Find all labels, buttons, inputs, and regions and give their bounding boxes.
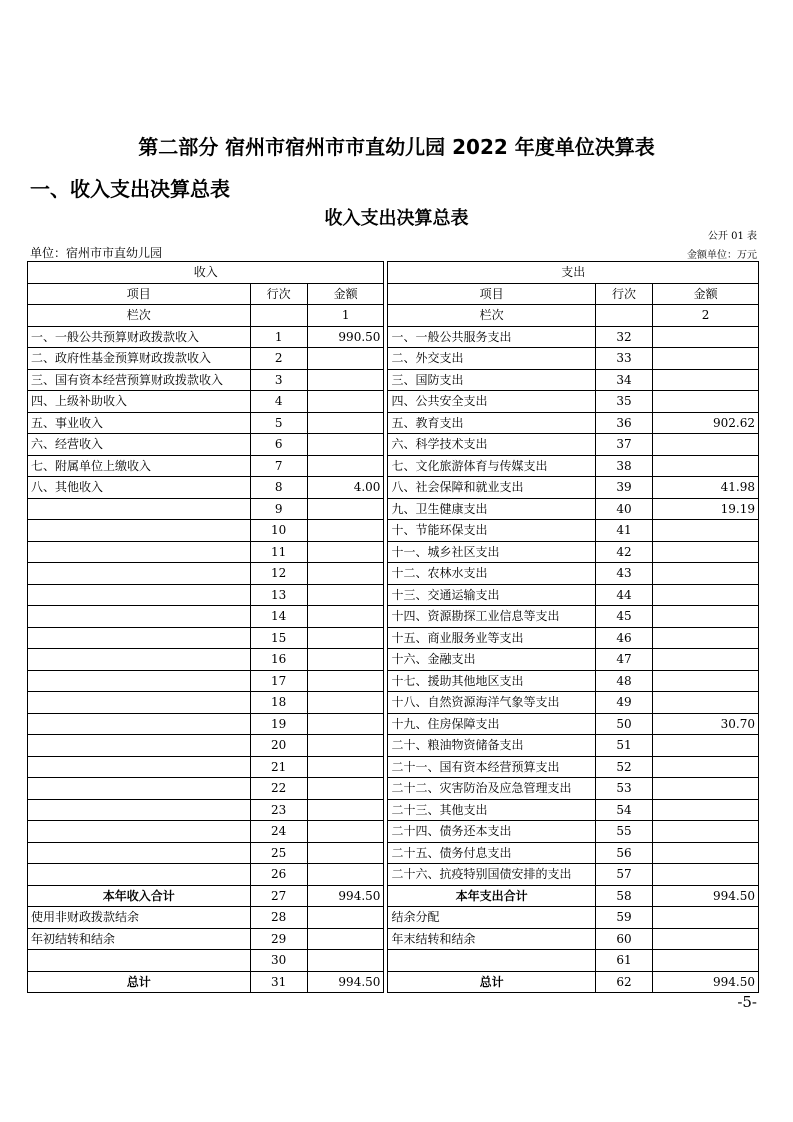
income-line-cell: 9 [250, 498, 307, 520]
expense-column-label: 栏次 [388, 305, 595, 327]
expense-amount-cell: 902.62 [653, 412, 759, 434]
income-amount-cell [307, 778, 384, 800]
expense-amount-cell [653, 821, 759, 843]
expense-amount-cell [653, 735, 759, 757]
income-line-cell: 13 [250, 584, 307, 606]
expense-column-number: 2 [653, 305, 759, 327]
table-row [28, 434, 759, 456]
expense-amount-cell [653, 670, 759, 692]
expense-line-cell: 54 [595, 799, 652, 821]
part-title: 第二部分 宿州市宿州市市直幼儿园 2022 年度单位决算表 [138, 135, 655, 159]
expense-line-cell: 61 [595, 950, 652, 972]
expense-item-cell: 十七、援助其他地区支出 [388, 670, 595, 692]
income-item-cell: 六、经营收入 [28, 434, 251, 456]
expense-amount-cell [653, 907, 759, 929]
income-line-cell: 25 [250, 842, 307, 864]
income-amount-cell [307, 692, 384, 714]
income-amount-cell [307, 369, 384, 391]
expense-amount-cell [653, 778, 759, 800]
expense-item-cell: 十八、自然资源海洋气象等支出 [388, 692, 595, 714]
income-line-cell: 11 [250, 541, 307, 563]
income-amount-cell [307, 563, 384, 585]
income-line-cell: 29 [250, 928, 307, 950]
income-amount-cell [307, 584, 384, 606]
expense-item-cell: 二十四、债务还本支出 [388, 821, 595, 843]
income-amount-cell [307, 842, 384, 864]
expense-line-cell: 52 [595, 756, 652, 778]
income-amount-header: 金额 [307, 283, 384, 305]
expense-amount-cell: 994.50 [653, 885, 759, 907]
table-row [28, 842, 759, 864]
expense-amount-cell [653, 369, 759, 391]
income-line-cell: 17 [250, 670, 307, 692]
income-amount-cell [307, 950, 384, 972]
expense-item-cell: 十一、城乡社区支出 [388, 541, 595, 563]
table-row [28, 950, 759, 972]
expense-line-cell: 39 [595, 477, 652, 499]
form-number: 公开 01 表 [707, 231, 757, 242]
income-line-cell: 5 [250, 412, 307, 434]
income-item-cell [28, 563, 251, 585]
expense-item-cell: 十六、金融支出 [388, 649, 595, 671]
amount-unit-label: 金额单位：万元 [687, 250, 757, 261]
income-item-cell [28, 778, 251, 800]
table-row [28, 670, 759, 692]
income-line-header: 行次 [250, 283, 307, 305]
table-row [28, 520, 759, 542]
expense-amount-cell [653, 649, 759, 671]
expense-line-cell: 56 [595, 842, 652, 864]
expense-line-cell: 53 [595, 778, 652, 800]
table-row [28, 563, 759, 585]
expense-item-cell: 九、卫生健康支出 [388, 498, 595, 520]
expense-line-cell: 42 [595, 541, 652, 563]
expense-item-cell: 二十六、抗疫特别国债安排的支出 [388, 864, 595, 886]
expense-amount-cell [653, 348, 759, 370]
income-item-cell: 一、一般公共预算财政拨款收入 [28, 326, 251, 348]
income-amount-cell [307, 348, 384, 370]
income-item-cell [28, 756, 251, 778]
expense-item-cell: 总计 [388, 971, 595, 993]
expense-item-cell: 十三、交通运输支出 [388, 584, 595, 606]
income-amount-cell [307, 520, 384, 542]
table-body [28, 326, 759, 993]
income-line-cell: 21 [250, 756, 307, 778]
expense-line-header: 行次 [595, 283, 652, 305]
expense-line-cell: 51 [595, 735, 652, 757]
income-line-cell: 18 [250, 692, 307, 714]
expense-line-cell: 36 [595, 412, 652, 434]
income-line-cell: 16 [250, 649, 307, 671]
income-item-cell [28, 627, 251, 649]
expense-header: 支出 [388, 262, 759, 284]
expense-line-cell: 45 [595, 606, 652, 628]
table-row [28, 885, 759, 907]
income-amount-cell: 994.50 [307, 885, 384, 907]
income-amount-cell [307, 412, 384, 434]
expense-item-cell: 十五、商业服务业等支出 [388, 627, 595, 649]
expense-item-cell: 本年支出合计 [388, 885, 595, 907]
income-item-cell: 八、其他收入 [28, 477, 251, 499]
table-row [28, 584, 759, 606]
table-row [28, 369, 759, 391]
income-amount-cell [307, 670, 384, 692]
table-row [28, 348, 759, 370]
income-item-cell [28, 649, 251, 671]
expense-amount-cell [653, 799, 759, 821]
expense-line-cell: 60 [595, 928, 652, 950]
expense-amount-cell [653, 928, 759, 950]
table-row [28, 455, 759, 477]
income-line-cell: 3 [250, 369, 307, 391]
income-item-cell [28, 692, 251, 714]
table-row [28, 928, 759, 950]
expense-item-cell: 六、科学技术支出 [388, 434, 595, 456]
expense-item-cell: 七、文化旅游体育与传媒支出 [388, 455, 595, 477]
income-item-cell: 总计 [28, 971, 251, 993]
expense-item-cell: 二十三、其他支出 [388, 799, 595, 821]
expense-line-cell: 43 [595, 563, 652, 585]
income-amount-cell [307, 713, 384, 735]
table-row [28, 971, 759, 993]
income-expense-table [27, 261, 759, 993]
expense-item-cell: 十、节能环保支出 [388, 520, 595, 542]
income-item-cell: 使用非财政拨款结余 [28, 907, 251, 929]
income-amount-cell [307, 735, 384, 757]
income-amount-cell [307, 606, 384, 628]
table-row [28, 627, 759, 649]
income-item-cell: 本年收入合计 [28, 885, 251, 907]
income-item-header: 项目 [28, 283, 251, 305]
income-line-cell: 23 [250, 799, 307, 821]
income-column-label: 栏次 [28, 305, 251, 327]
expense-item-cell: 四、公共安全支出 [388, 391, 595, 413]
income-item-cell [28, 864, 251, 886]
table-row [28, 412, 759, 434]
income-amount-cell [307, 541, 384, 563]
income-line-cell: 10 [250, 520, 307, 542]
expense-line-cell: 55 [595, 821, 652, 843]
income-item-cell [28, 606, 251, 628]
table-row [28, 692, 759, 714]
expense-amount-cell: 41.98 [653, 477, 759, 499]
table-row [28, 864, 759, 886]
expense-amount-cell [653, 391, 759, 413]
expense-line-cell: 35 [595, 391, 652, 413]
table-row [28, 799, 759, 821]
expense-item-cell: 二十一、国有资本经营预算支出 [388, 756, 595, 778]
expense-amount-cell [653, 692, 759, 714]
expense-amount-cell [653, 520, 759, 542]
table-row [28, 821, 759, 843]
page-number: -5- [737, 993, 757, 1011]
income-line-cell: 22 [250, 778, 307, 800]
income-line-cell: 1 [250, 326, 307, 348]
income-line-cell: 31 [250, 971, 307, 993]
expense-line-cell: 34 [595, 369, 652, 391]
income-line-cell: 26 [250, 864, 307, 886]
expense-amount-cell: 19.19 [653, 498, 759, 520]
income-amount-cell [307, 391, 384, 413]
income-item-cell: 五、事业收入 [28, 412, 251, 434]
income-amount-cell [307, 434, 384, 456]
expense-line-cell: 58 [595, 885, 652, 907]
income-item-cell [28, 541, 251, 563]
income-item-cell [28, 713, 251, 735]
expense-line-cell: 57 [595, 864, 652, 886]
expense-line-cell: 40 [595, 498, 652, 520]
expense-item-cell: 三、国防支出 [388, 369, 595, 391]
expense-line-cell: 33 [595, 348, 652, 370]
income-item-cell: 二、政府性基金预算财政拨款收入 [28, 348, 251, 370]
income-item-cell [28, 950, 251, 972]
income-item-cell [28, 584, 251, 606]
table-row [28, 477, 759, 499]
expense-amount-cell: 994.50 [653, 971, 759, 993]
expense-item-cell: 十九、住房保障支出 [388, 713, 595, 735]
table-row [28, 541, 759, 563]
income-amount-cell [307, 907, 384, 929]
income-amount-cell [307, 649, 384, 671]
income-line-cell: 7 [250, 455, 307, 477]
expense-amount-cell: 30.70 [653, 713, 759, 735]
income-item-cell [28, 670, 251, 692]
income-amount-cell [307, 821, 384, 843]
income-item-cell [28, 799, 251, 821]
income-line-cell: 24 [250, 821, 307, 843]
income-line-cell: 6 [250, 434, 307, 456]
expense-item-cell: 二十五、债务付息支出 [388, 842, 595, 864]
expense-line-cell: 44 [595, 584, 652, 606]
table-title: 收入支出决算总表 [324, 208, 469, 229]
income-line-cell: 30 [250, 950, 307, 972]
expense-line-cell: 49 [595, 692, 652, 714]
section-title: 一、收入支出决算总表 [30, 177, 230, 201]
expense-line-cell: 62 [595, 971, 652, 993]
income-amount-cell [307, 928, 384, 950]
expense-amount-cell [653, 584, 759, 606]
income-line-cell: 2 [250, 348, 307, 370]
expense-item-header: 项目 [388, 283, 595, 305]
income-item-cell [28, 821, 251, 843]
income-amount-cell [307, 498, 384, 520]
table-row [28, 907, 759, 929]
table-row [28, 756, 759, 778]
income-item-cell [28, 735, 251, 757]
table-row [28, 649, 759, 671]
income-item-cell [28, 498, 251, 520]
income-line-cell: 12 [250, 563, 307, 585]
expense-item-cell: 二、外交支出 [388, 348, 595, 370]
income-item-cell: 四、上级补助收入 [28, 391, 251, 413]
expense-amount-cell [653, 864, 759, 886]
table-row [28, 498, 759, 520]
expense-line-cell: 59 [595, 907, 652, 929]
income-item-cell [28, 842, 251, 864]
expense-line-cell: 46 [595, 627, 652, 649]
income-amount-cell [307, 864, 384, 886]
table-row [28, 778, 759, 800]
income-amount-cell [307, 799, 384, 821]
expense-line-cell: 41 [595, 520, 652, 542]
income-line-cell: 19 [250, 713, 307, 735]
income-line-cell: 27 [250, 885, 307, 907]
expense-item-cell [388, 950, 595, 972]
table-row [28, 391, 759, 413]
income-column-number: 1 [307, 305, 384, 327]
expense-item-cell: 年末结转和结余 [388, 928, 595, 950]
expense-line-cell: 50 [595, 713, 652, 735]
expense-line-cell: 37 [595, 434, 652, 456]
income-line-cell: 8 [250, 477, 307, 499]
income-amount-cell [307, 756, 384, 778]
income-amount-cell [307, 455, 384, 477]
expense-item-cell: 结余分配 [388, 907, 595, 929]
income-item-cell: 三、国有资本经营预算财政拨款收入 [28, 369, 251, 391]
income-header: 收入 [28, 262, 384, 284]
table-row [28, 606, 759, 628]
income-line-cell: 20 [250, 735, 307, 757]
table-row [28, 326, 759, 348]
expense-line-cell: 47 [595, 649, 652, 671]
expense-amount-cell [653, 627, 759, 649]
expense-line-cell: 32 [595, 326, 652, 348]
expense-amount-header: 金额 [653, 283, 759, 305]
expense-amount-cell [653, 455, 759, 477]
expense-item-cell: 十四、资源勘探工业信息等支出 [388, 606, 595, 628]
expense-amount-cell [653, 434, 759, 456]
expense-amount-cell [653, 541, 759, 563]
income-amount-cell: 4.00 [307, 477, 384, 499]
income-line-cell: 15 [250, 627, 307, 649]
income-item-cell: 年初结转和结余 [28, 928, 251, 950]
expense-line-cell: 38 [595, 455, 652, 477]
expense-amount-cell [653, 950, 759, 972]
expense-item-cell: 八、社会保障和就业支出 [388, 477, 595, 499]
expense-item-cell: 二十二、灾害防治及应急管理支出 [388, 778, 595, 800]
expense-item-cell: 一、一般公共服务支出 [388, 326, 595, 348]
expense-amount-cell [653, 326, 759, 348]
income-amount-cell: 994.50 [307, 971, 384, 993]
income-item-cell: 七、附属单位上缴收入 [28, 455, 251, 477]
income-line-cell: 28 [250, 907, 307, 929]
income-line-cell: 4 [250, 391, 307, 413]
table-row [28, 713, 759, 735]
expense-amount-cell [653, 756, 759, 778]
expense-item-cell: 五、教育支出 [388, 412, 595, 434]
expense-item-cell: 二十、粮油物资储备支出 [388, 735, 595, 757]
expense-amount-cell [653, 842, 759, 864]
expense-amount-cell [653, 606, 759, 628]
income-amount-cell: 990.50 [307, 326, 384, 348]
income-line-cell: 14 [250, 606, 307, 628]
income-amount-cell [307, 627, 384, 649]
unit-label: 单位：宿州市市直幼儿园 [30, 246, 163, 260]
expense-line-cell: 48 [595, 670, 652, 692]
table-row [28, 735, 759, 757]
expense-amount-cell [653, 563, 759, 585]
income-item-cell [28, 520, 251, 542]
expense-item-cell: 十二、农林水支出 [388, 563, 595, 585]
